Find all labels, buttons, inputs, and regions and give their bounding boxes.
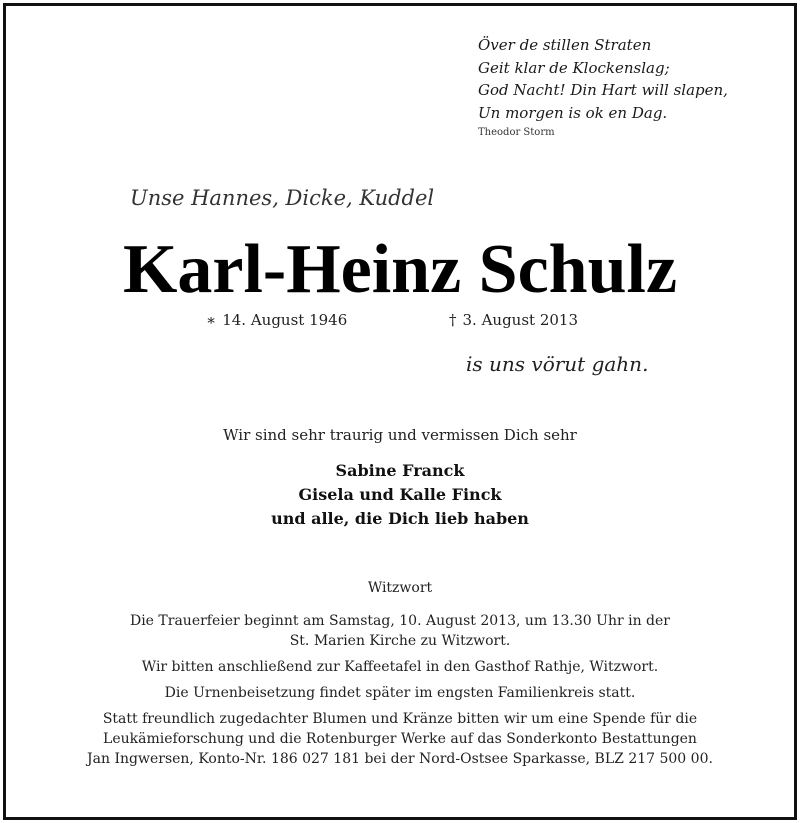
family-member: und alle, die Dich lieb haben: [271, 509, 529, 528]
poem-line: God Nacht! Din Hart will slapen,: [478, 81, 728, 99]
family-member: Gisela und Kalle Finck: [298, 485, 502, 504]
birth-date-text: 14. August 1946: [222, 311, 348, 329]
notice-line: Die Urnenbeisetzung findet später im engsten Familienkreis statt.: [164, 685, 636, 701]
coffee-notice: [0, 657, 800, 677]
notice-line: Jan Ingwersen, Konto-Nr. 186 027 181 bei der Nord-Ostsee Sparkasse, BLZ 217 500 00.: [87, 751, 713, 767]
deceased-name: Karl-Heinz Schulz: [122, 231, 678, 308]
family-signatures: [0, 459, 800, 531]
death-date-text: 3. August 2013: [462, 311, 579, 329]
passed-line: is uns vörut gahn.: [466, 352, 649, 376]
family-member: Sabine Franck: [335, 461, 465, 480]
birth-date: [206, 311, 347, 329]
poem-author: Theodor Storm: [478, 127, 555, 138]
notice-line: Statt freundlich zugedachter Blumen und Kränze bitten wir um eine Spende für die: [102, 711, 698, 727]
nicknames: Unse Hannes, Dicke, Kuddel: [130, 186, 435, 210]
place-name: Witzwort: [367, 580, 433, 596]
poem-line: Un morgen is ok en Dag.: [478, 103, 668, 122]
notice-line: Die Trauerfeier beginnt am Samstag, 10. August 2013, um 13.30 Uhr in der: [129, 613, 670, 629]
urn-notice: [0, 683, 800, 703]
notice-line: Wir bitten anschließend zur Kaffeetafel in den Gasthof Rathje, Witzwort.: [141, 659, 659, 675]
birth-symbol-icon: ∗: [206, 311, 217, 329]
donation-notice: [0, 709, 800, 769]
poem-line: Geit klar de Klockenslag;: [478, 58, 670, 77]
notice-line: Leukämieforschung und die Rotenburger Werke auf das Sonderkonto Bestattungen: [103, 731, 697, 747]
ceremony-notice: [0, 611, 800, 651]
death-date: [449, 311, 578, 329]
funeral-notices: [0, 611, 800, 775]
poem-quote: [478, 34, 778, 140]
mourning-line: Wir sind sehr traurig und vermissen Dich sehr: [223, 426, 577, 444]
cross-icon: †: [449, 311, 457, 329]
poem-line: Över de stillen Straten: [478, 36, 652, 54]
notice-line: St. Marien Kirche zu Witzwort.: [289, 633, 511, 649]
